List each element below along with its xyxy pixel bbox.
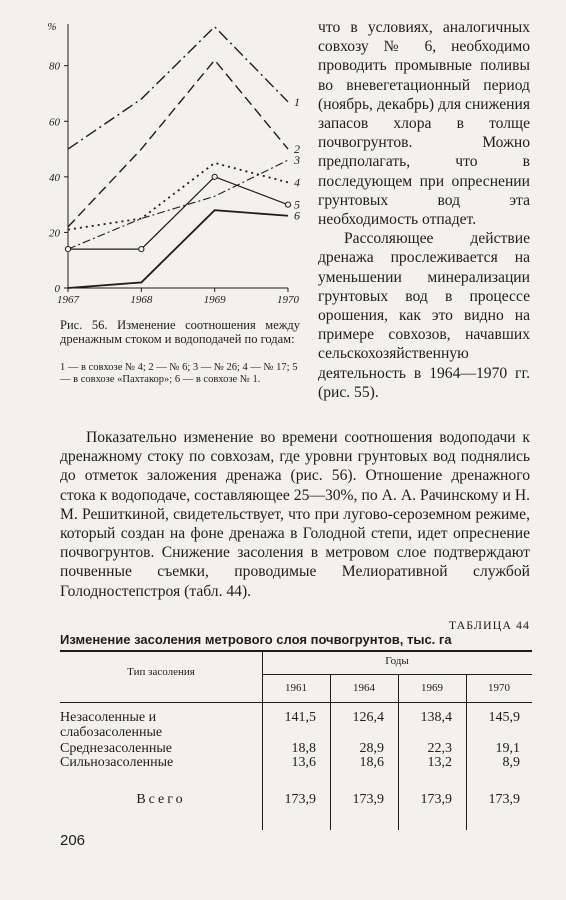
table-cell: 28,9 [359, 741, 384, 756]
row-label: Сильнозасоленные [60, 755, 174, 770]
table-cell: 141,5 [284, 710, 316, 725]
y-tick-label: 20 [49, 227, 60, 240]
series-label: 5 [294, 197, 300, 212]
salinity-table [60, 650, 532, 830]
series-line-2 [68, 60, 288, 227]
row-label: Незасоленные и слабозасоленные [60, 710, 163, 740]
page-number: 206 [60, 832, 86, 849]
x-tick-label: 1969 [203, 294, 226, 306]
table-cell: 13,6 [291, 755, 316, 770]
table-cell: 126,4 [352, 710, 384, 725]
figure-56 [40, 18, 302, 308]
right-paragraph-1: что в условиях, аналогичных совхозу № 6, необходимо проводить промывные поливы во вневегетационный период (ноябрь, декабрь) для снижения запасов хлора в толще почвогрунтов. Можно предполагать, что в последующем при опреснении грунтовых вод эта необходимость отпадет. [318, 19, 530, 229]
total-cell: 173,9 [420, 792, 452, 807]
table-top-rule [60, 650, 532, 652]
x-tick-label: 1967 [57, 294, 79, 306]
year-header: 1970 [488, 682, 510, 694]
series-point-5 [139, 246, 144, 251]
series-point-5 [65, 246, 70, 251]
series-label: 3 [294, 153, 300, 168]
y-tick-label: 0 [54, 283, 60, 295]
x-tick-label: 1968 [130, 294, 153, 306]
year-header: 1961 [285, 682, 307, 694]
total-cell: 173,9 [352, 792, 384, 807]
y-tick-label: 80 [49, 60, 60, 73]
series-line-1 [68, 27, 288, 149]
series-point-5 [212, 174, 217, 179]
body-paragraph: Показательно изменение во времени соотношения водоподачи к дренажному стоку по совхозам, где уровни грунтовых вод поднялись до отметок заложения дренажа (рис. 56). Отношение дренажного стока к водоподаче, составляющее 25—30%, по А. А. Рачинскому и Н. М. Решиткиной, свидетельствует, что при лугово-сероземном режиме, который создан на фоне дренажа в Голодной степи, идет опреснение почвогрунтов. Снижение засоления в метровом слое подтверждают почвенные съемки, проводимые Мелиоративной службой Голодностепстроя (табл. 44). [60, 429, 530, 600]
column-header-type: Тип засоления [127, 666, 195, 678]
table-cell: 18,8 [291, 741, 316, 756]
figure-legend: 1 — в совхозе № 4; 2 — № 6; 3 — № 26; 4 — № 17; 5 — в совхозе «Пахтакор»; 6 — в совхозе № 1. [60, 362, 298, 385]
series-label: 2 [294, 142, 300, 157]
series-label: 6 [294, 208, 300, 223]
row-label: Среднезасоленные [60, 741, 172, 756]
series-point-5 [285, 202, 290, 207]
y-tick-label: 40 [49, 171, 60, 184]
year-header: 1969 [421, 682, 443, 694]
series-label: 4 [294, 175, 300, 190]
total-label: Всего [136, 792, 186, 807]
table-cell: 18,6 [359, 755, 384, 770]
total-cell: 173,9 [488, 792, 520, 807]
right-column [318, 18, 530, 402]
y-tick-label: 60 [49, 116, 60, 129]
table-cell: 19,1 [495, 741, 520, 756]
table-cell: 13,2 [427, 755, 452, 770]
series-line-3 [68, 160, 288, 249]
total-cell: 173,9 [284, 792, 316, 807]
right-paragraph-2: Рассоляющее действие дренажа прослеживается на уменьшении минерализации грунтовых вод в процессе орошения, как это видно на примере совхозов, начавших сельскохозяйственную деятельность в 1964—1970 гг. (рис. 55). [318, 230, 530, 401]
column-header-years: Годы [385, 655, 409, 667]
table-cell: 22,3 [427, 741, 452, 756]
table-cell: 8,9 [502, 755, 520, 770]
y-axis-label: % [47, 21, 57, 33]
series-label: 1 [294, 94, 300, 109]
years-rule [262, 674, 532, 675]
table-cell: 138,4 [420, 710, 452, 725]
table-number: ТАБЛИЦА 44 [448, 618, 530, 632]
series-line-4 [68, 163, 288, 230]
table-title: Изменение засоления метрового слоя почвогрунтов, тыс. га [60, 632, 452, 647]
figure-caption: Рис. 56. Изменение соотношения между дренажным стоком и водоподачей по годам: [60, 318, 300, 346]
line-chart [40, 18, 302, 308]
x-tick-label: 1970 [277, 294, 299, 306]
year-header: 1964 [353, 682, 375, 694]
header-bottom-rule [60, 702, 532, 703]
table-cell: 145,9 [488, 710, 520, 725]
